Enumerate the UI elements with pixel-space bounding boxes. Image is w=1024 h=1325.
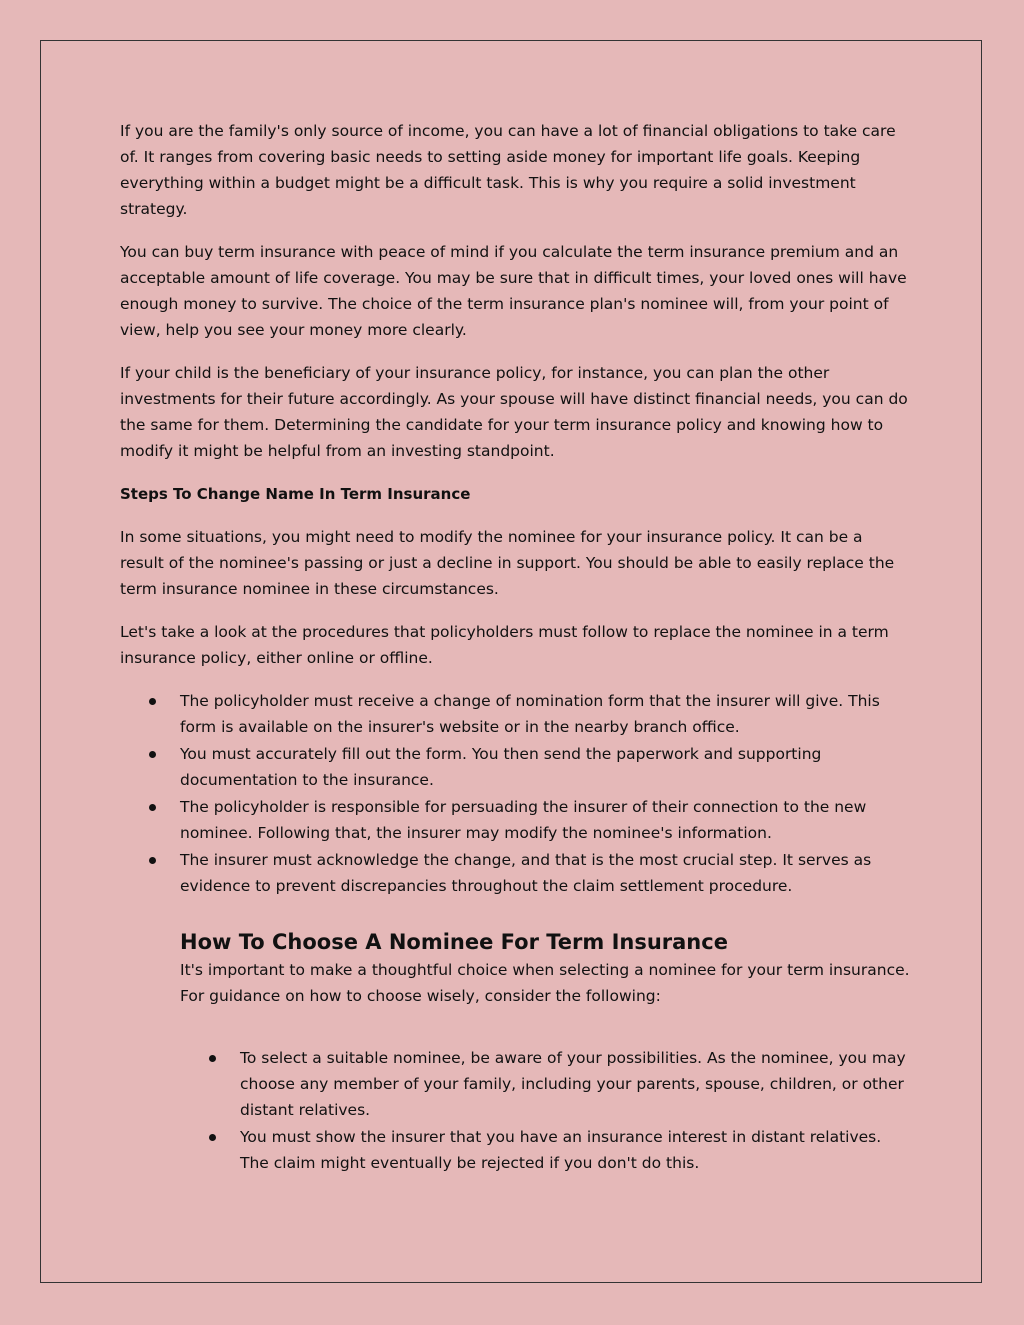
- bullet-icon: [209, 1134, 216, 1141]
- paragraph: In some situations, you might need to modify the nominee for your insurance policy. It can be a result of the nominee's passing or just a decline in support. You should be able to easily replace the term insurance nominee in these circumstances.: [120, 528, 895, 598]
- list-item-text: To select a suitable nominee, be aware of your possibilities. As the nominee, you may choose any member of your family, including your parents, spouse, children, or other distant relatives.: [240, 1049, 906, 1119]
- choose-heading: How To Choose A Nominee For Term Insurance: [180, 930, 728, 954]
- steps-bullet-list: [180, 688, 910, 899]
- bullet-icon: [149, 751, 156, 758]
- list-item: [180, 741, 910, 793]
- list-item: [180, 688, 910, 740]
- paragraph: You can buy term insurance with peace of mind if you calculate the term insurance premium and an acceptable amount of life coverage. You may be sure that in difficult times, your loved ones will have enough money to survive. The choice of the term insurance plan's nominee will, from your point of view, help you see your money more clearly.: [120, 243, 907, 339]
- list-item-text: You must accurately fill out the form. You then send the paperwork and supporting documentation to the insurance.: [180, 745, 822, 789]
- steps-heading: Steps To Change Name In Term Insurance: [120, 485, 471, 503]
- list-item-text: The policyholder must receive a change of nomination form that the insurer will give. This form is available on the insurer's website or in the nearby branch office.: [180, 692, 880, 736]
- bullet-icon: [149, 804, 156, 811]
- list-item: [240, 1045, 910, 1123]
- paragraph: If your child is the beneficiary of your insurance policy, for instance, you can plan the other investments for their future accordingly. As your spouse will have distinct financial needs, you can do the same for them. Determining the candidate for your term insurance policy and knowing how to modify it might be helpful from an investing standpoint.: [120, 364, 908, 460]
- paragraph: Let's take a look at the procedures that policyholders must follow to replace the nominee in a term insurance policy, either online or offline.: [120, 623, 889, 667]
- list-item: [180, 847, 910, 899]
- bullet-icon: [209, 1055, 216, 1062]
- paragraph: If you are the family's only source of income, you can have a lot of financial obligations to take care of. It ranges from covering basic needs to setting aside money for important life goals. Keeping everything within a budget might be a difficult task. This is why you require a solid investment strategy.: [120, 122, 896, 218]
- list-item-text: The insurer must acknowledge the change, and that is the most crucial step. It serves as evidence to prevent discrepancies throughout the claim settlement procedure.: [180, 851, 872, 895]
- choose-section: [180, 927, 910, 1176]
- list-item-text: The policyholder is responsible for persuading the insurer of their connection to the new nominee. Following that, the insurer may modify the nominee's information.: [180, 798, 867, 842]
- document-body: [120, 118, 910, 1177]
- bullet-icon: [149, 857, 156, 864]
- choose-intro: It's important to make a thoughtful choice when selecting a nominee for your term insurance. For guidance on how to choose wisely, consider the following:: [180, 961, 910, 1005]
- list-item: [240, 1124, 910, 1176]
- bullet-icon: [149, 698, 156, 705]
- list-item: [180, 794, 910, 846]
- choose-bullet-list: [240, 1045, 910, 1176]
- list-item-text: You must show the insurer that you have an insurance interest in distant relatives. The claim might eventually be rejected if you don't do this.: [240, 1128, 882, 1172]
